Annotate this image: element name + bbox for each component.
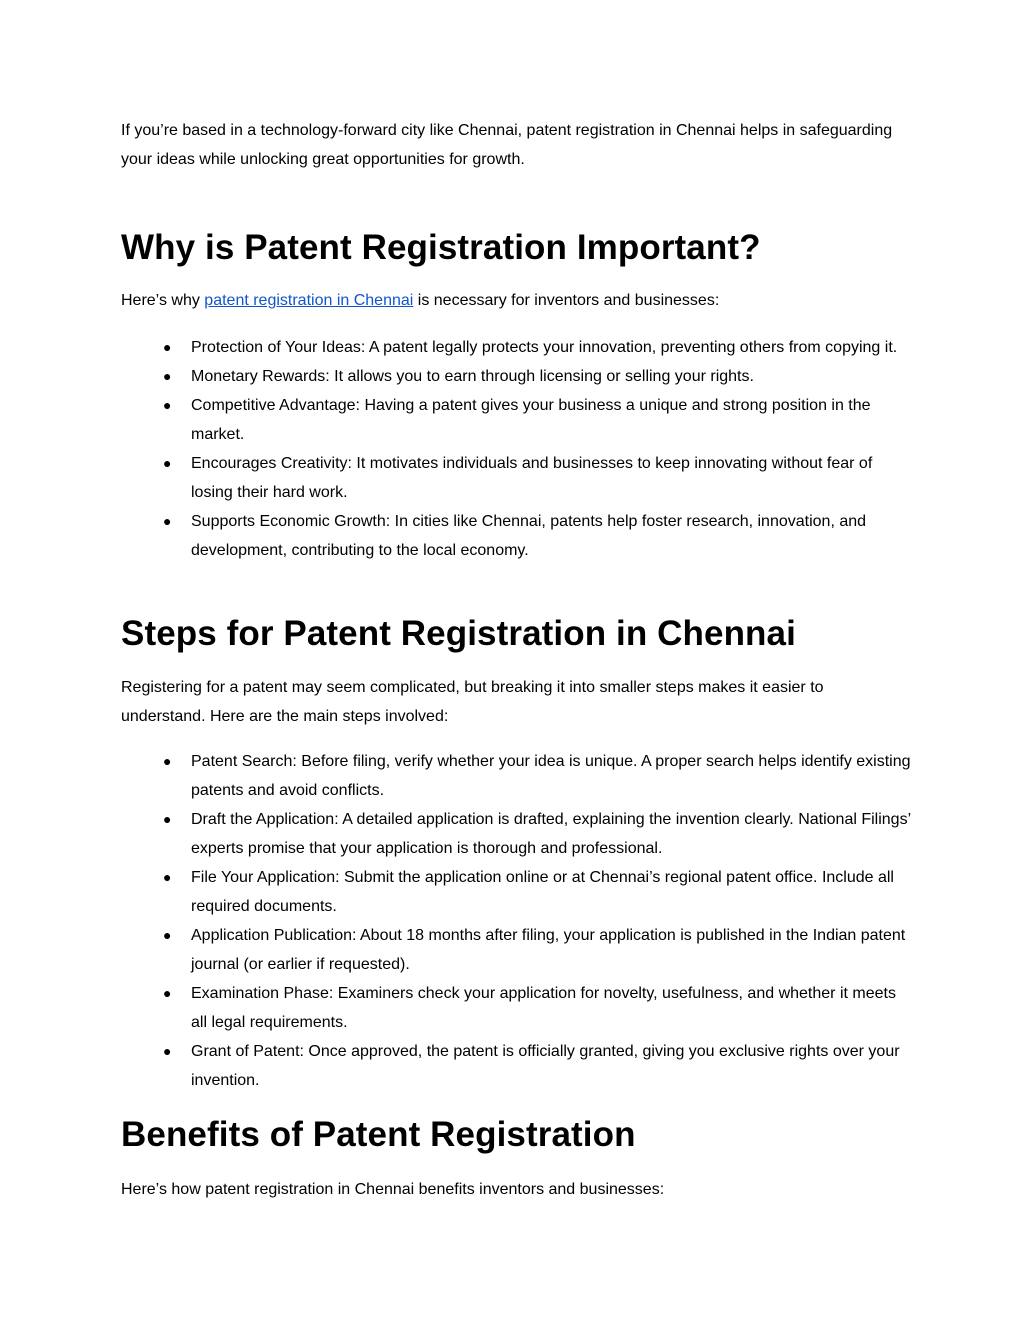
list-item-text: Patent Search: Before filing, verify whether your idea is unique. A proper search helps identify existing patents and avoid conflicts. (191, 753, 911, 799)
bullet-icon: ● (163, 368, 172, 384)
section1-lead-after: is necessary for inventors and businesses: (413, 292, 720, 309)
list-item (121, 362, 911, 391)
list-item-text: Grant of Patent: Once approved, the patent is officially granted, giving you exclusive rights over your invention. (191, 1043, 900, 1089)
list-item (121, 507, 911, 565)
list-item-text: File Your Application: Submit the application online or at Chennai’s regional patent office. Include all required documents. (191, 869, 894, 915)
bullet-icon: ● (163, 927, 172, 943)
list-item (121, 979, 911, 1037)
list-item (121, 333, 911, 362)
list-item-text: Monetary Rewards: It allows you to earn through licensing or selling your rights. (191, 368, 754, 385)
section2-lead-paragraph: Registering for a patent may seem complicated, but breaking it into smaller steps makes it easier to understand. Here are the main steps involved: (121, 679, 824, 725)
heading-steps: Steps for Patent Registration in Chennai (121, 614, 796, 653)
list-item (121, 863, 911, 921)
patent-registration-link[interactable]: patent registration in Chennai (204, 292, 414, 309)
list-item-text: Protection of Your Ideas: A patent legally protects your innovation, preventing others from copying it. (191, 339, 898, 356)
list-item-text: Supports Economic Growth: In cities like Chennai, patents help foster research, innovation, and development, contributing to the local economy. (191, 513, 867, 559)
list-item (121, 449, 911, 507)
bullet-icon: ● (163, 339, 172, 355)
list-item-text: Examination Phase: Examiners check your application for novelty, usefulness, and whether it meets all legal requirements. (191, 985, 896, 1031)
bullet-icon: ● (163, 513, 172, 529)
list-item (121, 391, 911, 449)
list-item-text: Draft the Application: A detailed application is drafted, explaining the invention clearly. National Filings’ experts promise that your application is thorough and professional. (191, 811, 911, 857)
bullet-icon: ● (163, 1043, 172, 1059)
bullet-icon: ● (163, 811, 172, 827)
steps-list (121, 747, 911, 1095)
importance-list (121, 333, 911, 565)
bullet-icon: ● (163, 397, 172, 413)
bullet-icon: ● (163, 753, 172, 769)
section3-lead-paragraph: Here’s how patent registration in Chennai benefits inventors and businesses: (121, 1181, 665, 1198)
list-item-text: Competitive Advantage: Having a patent gives your business a unique and strong position in the market. (191, 397, 871, 443)
section1-lead-before: Here’s why (121, 292, 205, 309)
list-item (121, 1037, 911, 1095)
list-item-text: Application Publication: About 18 months after filing, your application is published in the Indian patent journal (or earlier if requested). (191, 927, 906, 973)
list-item (121, 921, 911, 979)
section1-lead-paragraph (121, 286, 911, 315)
bullet-icon: ● (163, 869, 172, 885)
heading-why-important: Why is Patent Registration Important? (121, 228, 761, 267)
bullet-icon: ● (163, 455, 172, 471)
bullet-icon: ● (163, 985, 172, 1001)
list-item (121, 747, 911, 805)
heading-benefits: Benefits of Patent Registration (121, 1115, 636, 1154)
intro-paragraph: If you’re based in a technology-forward city like Chennai, patent registration in Chennai helps in safeguarding your ideas while unlocking great opportunities for growth. (121, 122, 893, 168)
list-item (121, 805, 911, 863)
list-item-text: Encourages Creativity: It motivates individuals and businesses to keep innovating without fear of losing their hard work. (191, 455, 873, 501)
